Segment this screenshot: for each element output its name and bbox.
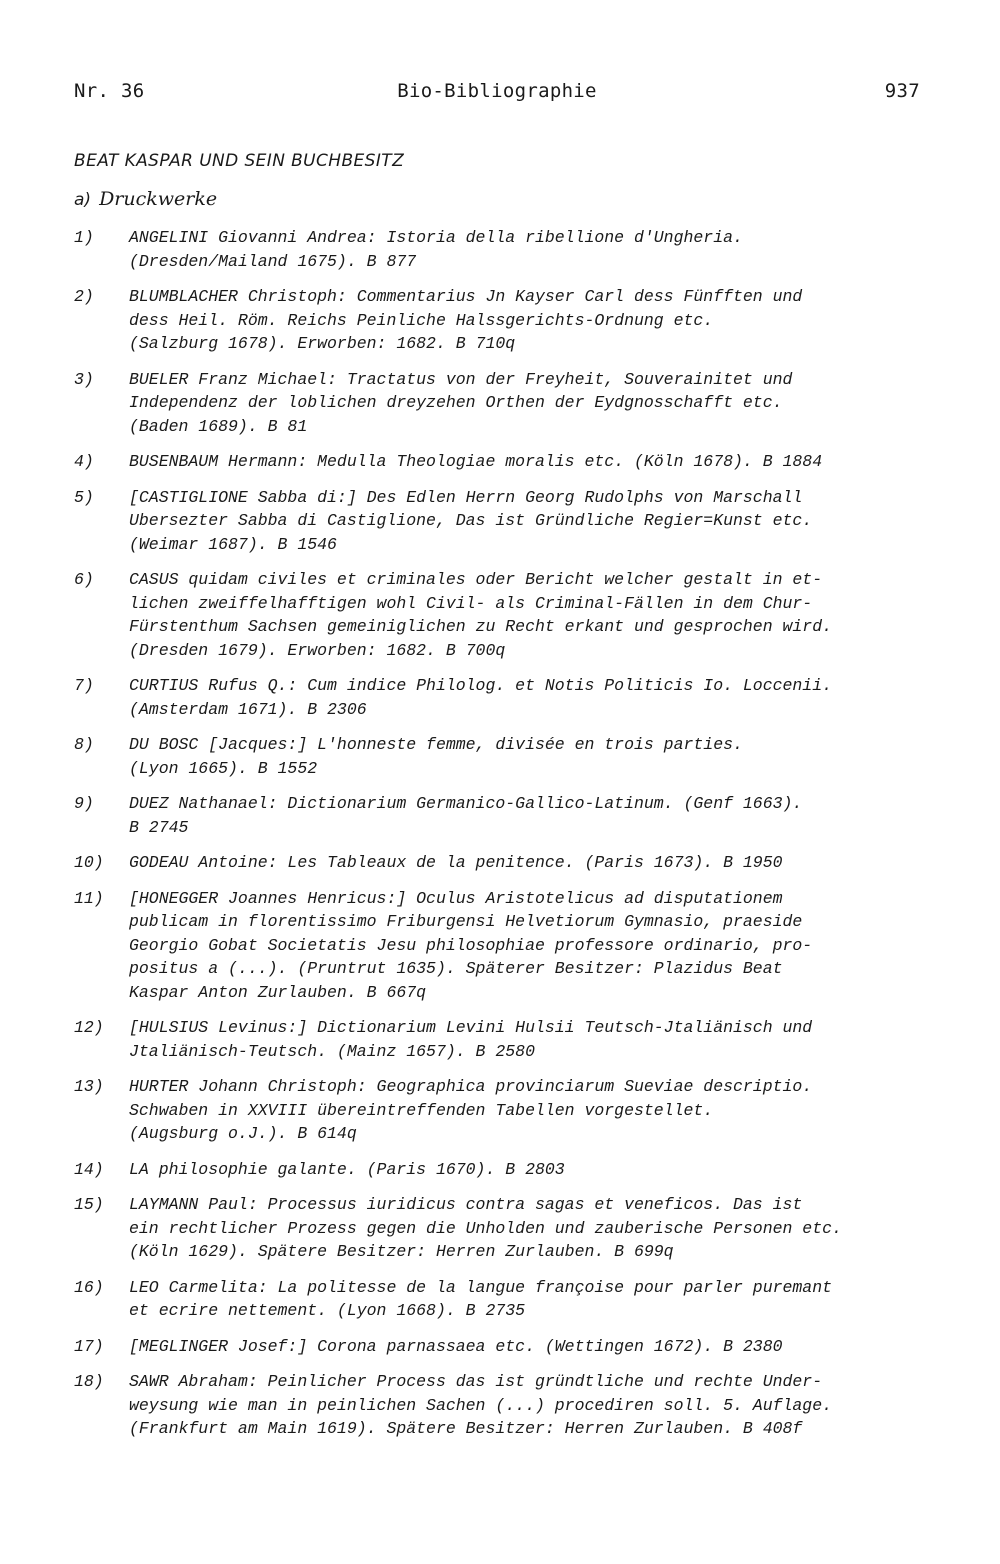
bibliography-entry (74, 887, 954, 1005)
entry-text (129, 1158, 954, 1182)
entry-line: Fürstenthum Sachsen gemeiniglichen zu Recht erkant und gesprochen wird. (129, 617, 833, 636)
entry-line: CASUS quidam civiles et criminales oder Bericht welcher gestalt in et- (129, 570, 823, 589)
bibliography-entry (74, 733, 954, 780)
entry-text (129, 1370, 954, 1441)
entry-line: (Weimar 1687). B 1546 (129, 534, 337, 554)
entry-line: DU BOSC [Jacques:] L'honneste femme, divisée en trois parties. (129, 735, 743, 754)
bibliography-entry (74, 450, 954, 474)
entry-line: SAWR Abraham: Peinlicher Process das ist gründtliche und rechte Under- (129, 1372, 823, 1391)
running-title: Bio-Bibliographie (397, 80, 597, 102)
subsection-title: Druckwerke (99, 188, 218, 210)
entry-number: 2) (74, 287, 94, 306)
bibliography-entry (74, 1075, 954, 1146)
entry-number: 3) (74, 369, 94, 389)
bibliography-list (74, 226, 954, 1453)
section-title: BEAT KASPAR UND SEIN BUCHBESITZ (74, 151, 405, 171)
entry-text (129, 674, 954, 721)
entry-line: [HULSIUS Levinus:] Dictionarium Levini Hulsii Teutsch-Jtaliänisch und (129, 1018, 813, 1037)
entry-text (129, 285, 954, 356)
entry-number: 6) (74, 570, 94, 589)
entry-line: Georgio Gobat Societatis Jesu philosophiae professore ordinario, pro- (129, 935, 813, 955)
entry-line: ANGELINI Giovanni Andrea: Istoria della ribellione d'Ungheria. (129, 228, 743, 247)
entry-number: 14) (74, 1159, 104, 1179)
entry-text (129, 1193, 954, 1264)
entry-number: 4) (74, 452, 94, 471)
entry-line: Schwaben in XXVIII übereintreffenden Tabellen vorgestellet. (129, 1100, 714, 1120)
entry-text (129, 887, 954, 1005)
entry-text (129, 1276, 954, 1323)
entry-line: BUELER Franz Michael: Tractatus von der Freyheit, Souverainitet und (129, 369, 793, 389)
entry-text (129, 1335, 954, 1359)
entry-line: DUEZ Nathanael: Dictionarium Germanico-Gallico-Latinum. (Genf 1663). (129, 794, 803, 813)
entry-text (129, 568, 954, 662)
entry-line: (Frankfurt am Main 1619). Spätere Besitzer: Herren Zurlauben. B 408f (129, 1419, 803, 1438)
entry-line: Ubersezter Sabba di Castiglione, Das ist Gründliche Regier=Kunst etc. (129, 511, 813, 530)
entry-line: (Lyon 1665). B 1552 (129, 758, 318, 778)
entry-number: 13) (74, 1077, 104, 1096)
entry-line: [MEGLINGER Josef:] Corona parnassaea etc. (Wettingen 1672). B 2380 (129, 1336, 783, 1356)
entry-line: (Amsterdam 1671). B 2306 (129, 699, 367, 719)
entry-line: publicam in florentissimo Friburgensi Helvetiorum Gymnasio, praeside (129, 912, 803, 931)
bibliography-entry (74, 1158, 954, 1182)
bibliography-entry (74, 1193, 954, 1264)
entry-number: 1) (74, 228, 94, 247)
entry-line: GODEAU Antoine: Les Tableaux de la penitence. (Paris 1673). B 1950 (129, 853, 783, 872)
entry-line: Independenz der loblichen dreyzehen Orthen der Eydgnosschafft etc. (129, 393, 783, 412)
entry-line: et ecrire nettement. (Lyon 1668). B 2735 (129, 1301, 526, 1320)
entry-number: 12) (74, 1018, 104, 1037)
entry-text (129, 851, 954, 875)
entry-line: Jtaliänisch-Teutsch. (Mainz 1657). B 2580 (129, 1041, 535, 1061)
subsection-label: a) (74, 190, 92, 210)
entry-line: HURTER Johann Christoph: Geographica provinciarum Sueviae descriptio. (129, 1077, 813, 1096)
entry-line: dess Heil. Röm. Reichs Peinliche Halssgerichts-Ordnung etc. (129, 310, 714, 330)
subsection-heading (74, 188, 217, 210)
entry-line: LA philosophie galante. (Paris 1670). B 2803 (129, 1159, 565, 1179)
entry-line: Kaspar Anton Zurlauben. B 667q (129, 982, 427, 1002)
bibliography-entry (74, 1370, 954, 1441)
entry-line: LEO Carmelita: La politesse de la langue françoise pour parler puremant (129, 1277, 833, 1297)
entry-line: lichen zweiffelhafftigen wohl Civil- als Criminal-Fällen in dem Chur- (129, 593, 813, 613)
entry-line: (Köln 1629). Spätere Besitzer: Herren Zurlauben. B 699q (129, 1242, 674, 1261)
page-header (74, 80, 920, 106)
bibliography-entry (74, 1335, 954, 1359)
entry-line: BUSENBAUM Hermann: Medulla Theologiae moralis etc. (Köln 1678). B 1884 (129, 452, 823, 471)
entry-line: [HONEGGER Joannes Henricus:] Oculus Aristotelicus ad disputationem (129, 888, 783, 908)
entry-number: 17) (74, 1336, 104, 1356)
entry-line: (Dresden 1679). Erworben: 1682. B 700q (129, 640, 506, 660)
entry-number: 8) (74, 735, 94, 754)
entry-line: weysung wie man in peinlichen Sachen (...) procediren soll. 5. Auflage. (129, 1395, 833, 1415)
entry-line: positus a (...). (Pruntrut 1635). Späterer Besitzer: Plazidus Beat (129, 959, 783, 978)
bibliography-entry (74, 285, 954, 356)
bibliography-entry (74, 486, 954, 557)
entry-line: [CASTIGLIONE Sabba di:] Des Edlen Herrn Georg Rudolphs von Marschall (129, 487, 803, 507)
entry-number: 18) (74, 1372, 104, 1391)
entry-line: (Augsburg o.J.). B 614q (129, 1124, 357, 1143)
entry-number: 7) (74, 676, 94, 695)
entry-line: BLUMBLACHER Christoph: Commentarius Jn Kayser Carl dess Fünfften und (129, 287, 803, 306)
entry-line: B 2745 (129, 817, 189, 837)
bibliography-entry (74, 792, 954, 839)
bibliography-entry (74, 568, 954, 662)
entry-line: (Salzburg 1678). Erworben: 1682. B 710q (129, 334, 516, 353)
entry-text (129, 486, 954, 557)
entry-number: 10) (74, 853, 104, 872)
bibliography-entry (74, 1276, 954, 1323)
entry-number: 9) (74, 794, 94, 813)
bibliography-entry (74, 368, 954, 439)
entry-text (129, 1016, 954, 1063)
entry-number: 16) (74, 1277, 104, 1297)
entry-text (129, 226, 954, 273)
entry-line: (Baden 1689). B 81 (129, 416, 308, 436)
entry-text (129, 1075, 954, 1146)
entry-text (129, 368, 954, 439)
bibliography-entry (74, 674, 954, 721)
entry-number: 11) (74, 888, 104, 908)
entry-number: 15) (74, 1195, 104, 1214)
entry-line: CURTIUS Rufus Q.: Cum indice Philolog. et Notis Politicis Io. Loccenii. (129, 676, 833, 695)
bibliography-entry (74, 226, 954, 273)
entry-number: 5) (74, 487, 94, 507)
entry-line: ein rechtlicher Prozess gegen die Unholden und zauberische Personen etc. (129, 1218, 842, 1238)
entry-line: LAYMANN Paul: Processus iuridicus contra sagas et veneficos. Das ist (129, 1195, 803, 1214)
page-number: 937 (884, 80, 920, 102)
entry-text (129, 792, 954, 839)
entry-text (129, 733, 954, 780)
bibliography-entry (74, 851, 954, 875)
document-number: Nr. 36 (74, 80, 145, 102)
bibliography-entry (74, 1016, 954, 1063)
entry-text (129, 450, 954, 474)
entry-line: (Dresden/Mailand 1675). B 877 (129, 251, 417, 271)
